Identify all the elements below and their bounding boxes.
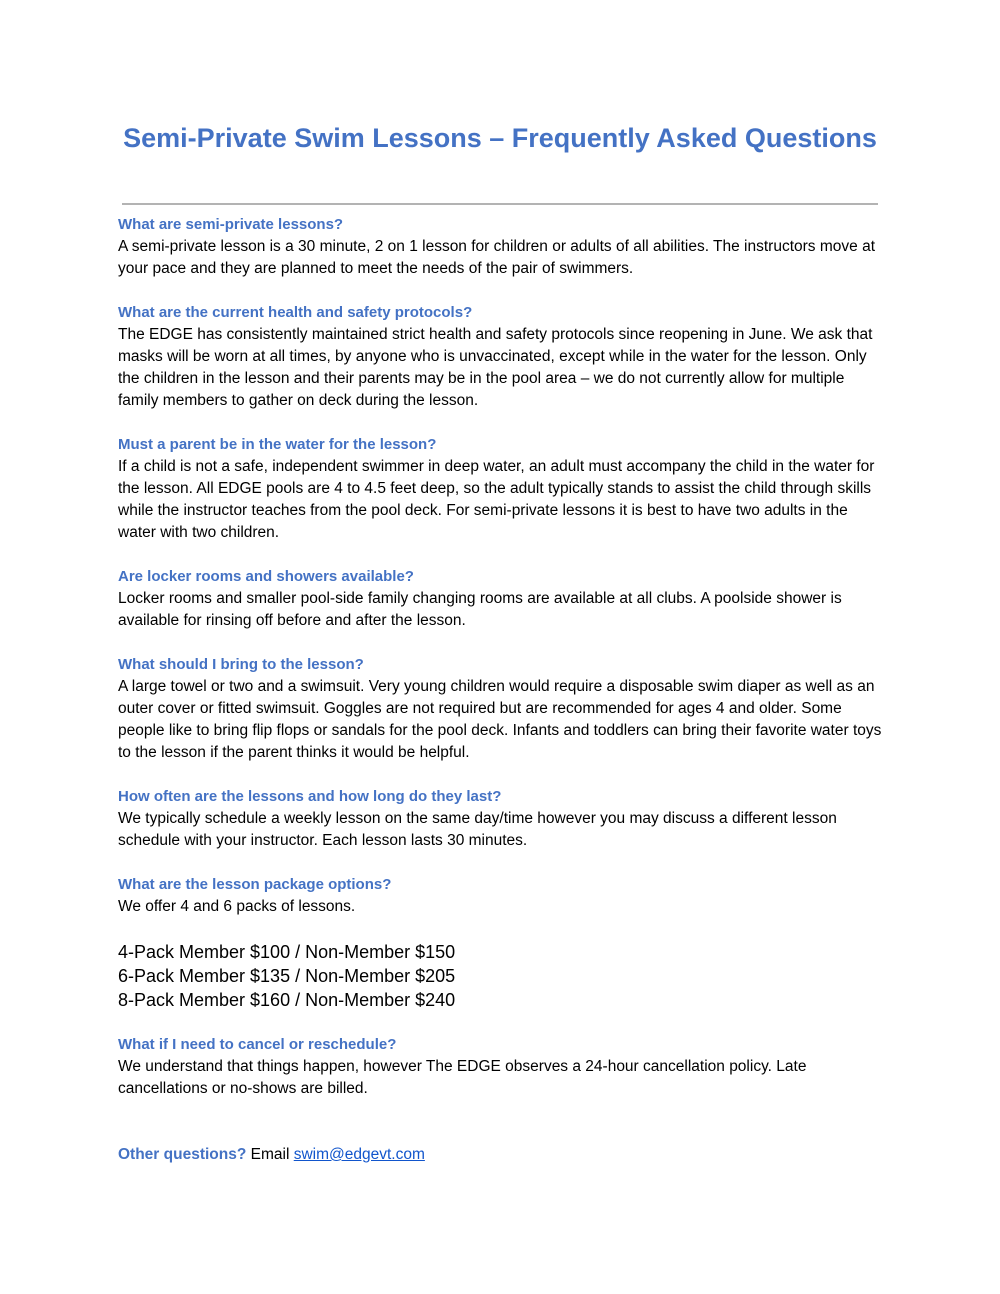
price-line-6-pack: 6-Pack Member $135 / Non-Member $205 [118, 966, 456, 986]
contact-prefix: Email [250, 1146, 290, 1163]
faq-item [118, 302, 888, 412]
price-line-8-pack: 8-Pack Member $160 / Non-Member $240 [118, 990, 456, 1010]
faq-answer: If a child is not a safe, independent swimmer in deep water, an adult must accompany the child in the water for the lesson. All EDGE pools are 4 to 4.5 feet deep, so the adult typically stands to assist the child through skills while the instructor teaches from the pool deck. For semi-private lessons it is best to have two adults in the water with two children. [118, 458, 875, 541]
faq-item [118, 874, 888, 918]
faq-item [118, 434, 888, 544]
contact-label: Other questions? [118, 1146, 247, 1163]
faq-item [118, 654, 888, 764]
faq-answer: Locker rooms and smaller pool-side family changing rooms are available at all clubs. A poolside shower is available for rinsing off before and after the lesson. [118, 590, 842, 629]
faq-question: What are the lesson package options? [118, 876, 392, 893]
faq-answer: We typically schedule a weekly lesson on the same day/time however you may discuss a different lesson schedule with your instructor. Each lesson lasts 30 minutes. [118, 810, 837, 849]
faq-question: What should I bring to the lesson? [118, 656, 364, 673]
faq-answer: A large towel or two and a swimsuit. Very young children would require a disposable swim diaper as well as an outer cover or fitted swimsuit. Goggles are not required but are recommended for ages 4 and older. Some people like to bring flip flops or sandals for the pool deck. Infants and toddlers can bring their favorite water toys to the lesson if the parent thinks it would be helpful. [118, 678, 882, 761]
faq-question: Must a parent be in the water for the lesson? [118, 436, 437, 453]
contact-line [118, 1144, 888, 1166]
faq-answer: The EDGE has consistently maintained strict health and safety protocols since reopening in June. We ask that masks will be worn at all times, by anyone who is unvaccinated, except while in the water for the lesson. Only the children in the lesson and their parents may be in the pool area – we do not currently allow for multiple family members to gather on deck during the lesson. [118, 326, 873, 409]
faq-question: What are semi-private lessons? [118, 216, 344, 233]
faq-question: How often are the lessons and how long do they last? [118, 788, 502, 805]
faq-item [118, 214, 888, 280]
page-title: Semi-Private Swim Lessons – Frequently Asked Questions [123, 123, 877, 153]
faq-answer: We understand that things happen, however The EDGE observes a 24-hour cancellation policy. Late cancellations or no-shows are billed. [118, 1058, 807, 1097]
faq-item [118, 566, 888, 632]
faq-question: What are the current health and safety protocols? [118, 304, 473, 321]
faq-answer: A semi-private lesson is a 30 minute, 2 on 1 lesson for children or adults of all abilities. The instructors move at your pace and they are planned to meet the needs of the pair of swimmers. [118, 238, 875, 277]
faq-question: Are locker rooms and showers available? [118, 568, 414, 585]
faq-answer: We offer 4 and 6 packs of lessons. [118, 898, 356, 915]
faq-item-cancel [118, 1034, 888, 1100]
price-line-4-pack: 4-Pack Member $100 / Non-Member $150 [118, 942, 456, 962]
pricing-list [118, 940, 888, 1012]
faq-content [118, 214, 888, 1166]
horizontal-divider [122, 203, 878, 205]
faq-question: What if I need to cancel or reschedule? [118, 1036, 397, 1053]
faq-item [118, 786, 888, 852]
email-link[interactable]: swim@edgevt.com [293, 1146, 425, 1163]
